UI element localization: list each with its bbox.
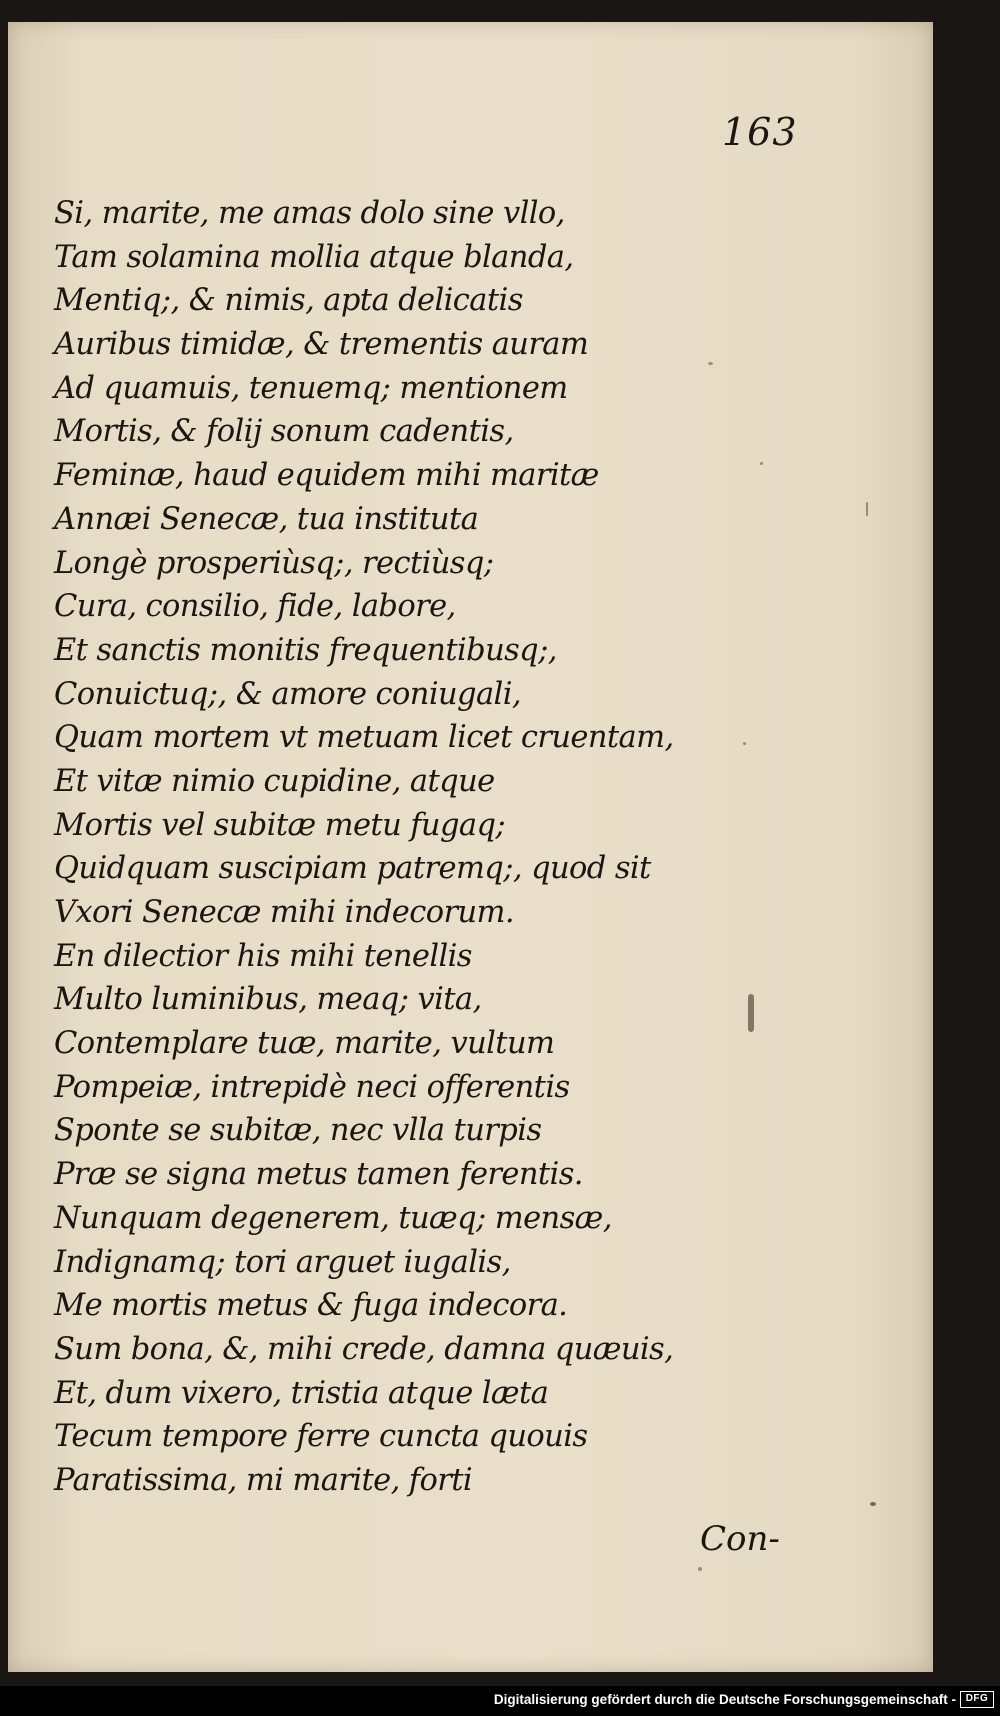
verse-line: En dilectior his mihi tenellis bbox=[54, 938, 472, 974]
catchword: Con- bbox=[700, 1519, 780, 1559]
verse-line: Tecum tempore ferre cuncta quouis bbox=[54, 1419, 588, 1455]
paper-speck bbox=[760, 462, 763, 465]
footer-credit: Digitalisierung gefördert durch die Deutsche Forschungsgemeinschaft - bbox=[493, 1692, 956, 1707]
verse-line: Et vitæ nimio cupidine, atque bbox=[54, 763, 495, 799]
verse-line: Quidquam suscipiam patremq;, quod sit bbox=[54, 851, 651, 887]
verse-text bbox=[54, 192, 674, 1503]
verse-line: Et, dum vixero, tristia atque læta bbox=[54, 1375, 549, 1411]
paper-speck bbox=[748, 994, 754, 1032]
verse-line: Sum bona, &, mihi crede, damna quæuis, bbox=[54, 1331, 674, 1367]
verse-line: Multo luminibus, meaq; vita, bbox=[54, 982, 482, 1018]
verse-line: Annæi Senecæ, tua instituta bbox=[54, 501, 479, 537]
verse-line: Feminæ, haud equidem mihi maritæ bbox=[54, 458, 599, 494]
dfg-logo: DFG bbox=[960, 1691, 994, 1708]
verse-line: Si, marite, me amas dolo sine vllo, bbox=[54, 196, 565, 231]
verse-line: Nunquam degenerem, tuæq; mensæ, bbox=[54, 1200, 612, 1236]
digitization-footer bbox=[0, 1686, 1000, 1716]
verse-line: Ad quamuis, tenuemq; mentionem bbox=[54, 370, 568, 406]
paper-speck bbox=[870, 1502, 876, 1506]
verse-line: Me mortis metus & fuga indecora. bbox=[54, 1288, 568, 1324]
verse-line: Mortis, & folij sonum cadentis, bbox=[54, 414, 514, 450]
paper-speck bbox=[698, 1567, 702, 1571]
page-number: 163 bbox=[722, 110, 798, 154]
verse-line: Indignamq; tori arguet iugalis, bbox=[54, 1244, 511, 1280]
verse-line: Conuictuq;, & amore coniugali, bbox=[54, 676, 521, 712]
paper-speck bbox=[743, 742, 746, 745]
verse-line: Auribus timidæ, & trementis auram bbox=[54, 327, 589, 363]
book-page bbox=[8, 22, 933, 1672]
verse-line: Contemplare tuæ, marite, vultum bbox=[54, 1026, 555, 1062]
verse-line: Mortis vel subitæ metu fugaq; bbox=[54, 807, 506, 843]
verse-line: Vxori Senecæ mihi indecorum. bbox=[54, 895, 514, 930]
verse-line: Tam solamina mollia atque blanda, bbox=[54, 239, 574, 275]
verse-line: Mentiq;, & nimis, apta delicatis bbox=[54, 283, 523, 319]
paper-speck bbox=[708, 362, 713, 365]
verse-line: Cura, consilio, fide, labore, bbox=[54, 589, 456, 625]
verse-line: Et sanctis monitis frequentibusq;, bbox=[54, 632, 557, 668]
verse-line: Præ se signa metus tamen ferentis. bbox=[54, 1157, 583, 1193]
verse-line: Longè prosperiùsq;, rectiùsq; bbox=[54, 545, 494, 581]
paper-speck bbox=[866, 502, 868, 516]
verse-line: Quam mortem vt metuam licet cruentam, bbox=[54, 720, 674, 756]
verse-line: Sponte se subitæ, nec vlla turpis bbox=[54, 1113, 542, 1149]
verse-line: Paratissima, mi marite, forti bbox=[54, 1462, 473, 1498]
verse-line: Pompeiæ, intrepidè neci offerentis bbox=[54, 1069, 570, 1105]
